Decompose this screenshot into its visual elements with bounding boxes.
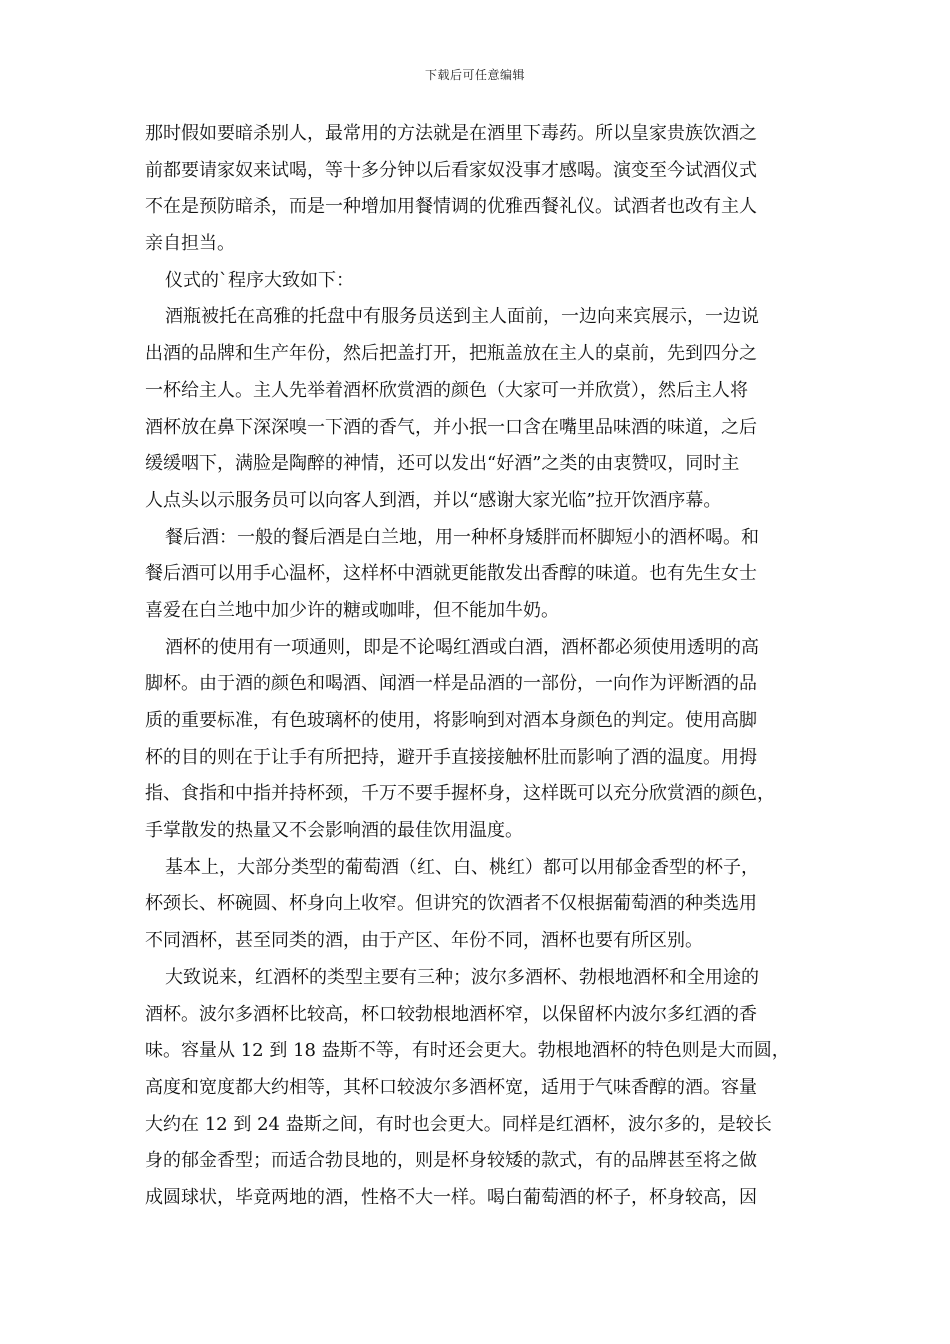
paragraph xyxy=(145,299,810,519)
text-line: 基本上，大部分类型的葡萄酒（红、白、桃红）都可以用郁金香型的杯子， xyxy=(165,856,759,878)
text-line: 不同酒杯，甚至同类的酒，由于产区、年份不同，酒杯也要有所区别。 xyxy=(145,930,703,952)
text-line: 杯颈长、杯碗圆、杯身向上收窄。但讲究的饮酒者不仅根据葡萄酒的种类选用 xyxy=(145,893,757,915)
text-line: 不在是预防暗杀，而是一种增加用餐情调的优雅西餐礼仪。试酒者也改有主人 xyxy=(145,196,757,218)
paragraph xyxy=(145,960,810,1217)
text-line: 味。容量从 12 到 18 盎斯不等，有时还会更大。勃根地酒杯的特色则是大而圆， xyxy=(145,1040,790,1062)
text-line: 身的郁金香型；而适合勃艮地的，则是杯身较矮的款式，有的品牌甚至将之做 xyxy=(145,1150,757,1172)
text-line: 酒杯放在鼻下深深嗅一下酒的香气，并小抿一口含在嘴里品味酒的味道，之后 xyxy=(145,416,757,438)
text-line: 仪式的`程序大致如下： xyxy=(165,269,354,291)
text-line: 人点头以示服务员可以向客人到酒，并以“感谢大家光临”拉开饮酒序幕。 xyxy=(145,489,722,511)
text-line: 成圆球状，毕竟两地的酒，性格不大一样。喝白葡萄酒的杯子，杯身较高，因 xyxy=(145,1186,757,1208)
text-line: 亲自担当。 xyxy=(145,233,235,255)
text-line: 大致说来，红酒杯的类型主要有三种；波尔多酒杯、勃根地酒杯和全用途的 xyxy=(165,966,759,988)
text-line: 一杯给主人。主人先举着酒杯欣赏酒的颜色（大家可一并欣赏），然后主人将 xyxy=(145,379,748,401)
text-line: 餐后酒可以用手心温杯，这样杯中酒就更能散发出香醇的味道。也有先生女士 xyxy=(145,563,757,585)
text-line: 酒瓶被托在高雅的托盘中有服务员送到主人面前，一边向来宾展示，一边说 xyxy=(165,306,759,328)
text-line: 大约在 12 到 24 盎斯之间，有时也会更大。同样是红酒杯，波尔多的，是较长 xyxy=(145,1113,772,1135)
text-line: 手掌散发的热量又不会影响酒的最佳饮用温度。 xyxy=(145,820,523,842)
text-line: 脚杯。由于酒的颜色和喝酒、闻酒一样是品酒的一部份，一向作为评断酒的品 xyxy=(145,673,757,695)
text-line: 喜爱在白兰地中加少许的糖或咖啡，但不能加牛奶。 xyxy=(145,599,559,621)
paragraph xyxy=(145,520,810,630)
text-line: 酒杯。波尔多酒杯比较高，杯口较勃根地酒杯窄，以保留杯内波尔多红酒的香 xyxy=(145,1003,757,1025)
text-line: 那时假如要暗杀别人，最常用的方法就是在酒里下毒药。所以皇家贵族饮酒之 xyxy=(145,123,757,144)
text-line: 出酒的品牌和生产年份，然后把盖打开，把瓶盖放在主人的桌前，先到四分之 xyxy=(145,343,757,365)
text-line: 酒杯的使用有一项通则，即是不论喝红酒或白酒，酒杯都必须使用透明的高 xyxy=(165,636,759,658)
document-body xyxy=(145,116,810,1217)
text-line: 缓缓咽下，满脸是陶醉的神情，还可以发出“好酒”之类的由衷赞叹，同时主 xyxy=(145,453,740,475)
text-line: 高度和宽度都大约相等，其杯口较波尔多酒杯宽，适用于气味香醇的酒。容量 xyxy=(145,1076,757,1098)
text-line: 质的重要标准，有色玻璃杯的使用，将影响到对酒本身颜色的判定。使用高脚 xyxy=(145,710,757,731)
text-line: 餐后酒：一般的餐后酒是白兰地，用一种杯身矮胖而杯脚短小的酒杯喝。和 xyxy=(165,526,759,548)
text-line: 前都要请家奴来试喝，等十多分钟以后看家奴没事才感喝。演变至今试酒仪式 xyxy=(145,159,757,181)
text-line: 指、食指和中指并持杯颈，千万不要手握杯身，这样既可以充分欣赏酒的颜色， xyxy=(145,783,775,805)
paragraph xyxy=(145,263,810,300)
paragraph xyxy=(145,630,810,850)
paragraph xyxy=(145,850,810,960)
text-line: 杯的目的则在于让手有所把持，避开手直接接触杯肚而影响了酒的温度。用拇 xyxy=(145,746,757,768)
page-header: 下载后可任意编辑 xyxy=(424,68,525,82)
paragraph xyxy=(145,116,810,263)
